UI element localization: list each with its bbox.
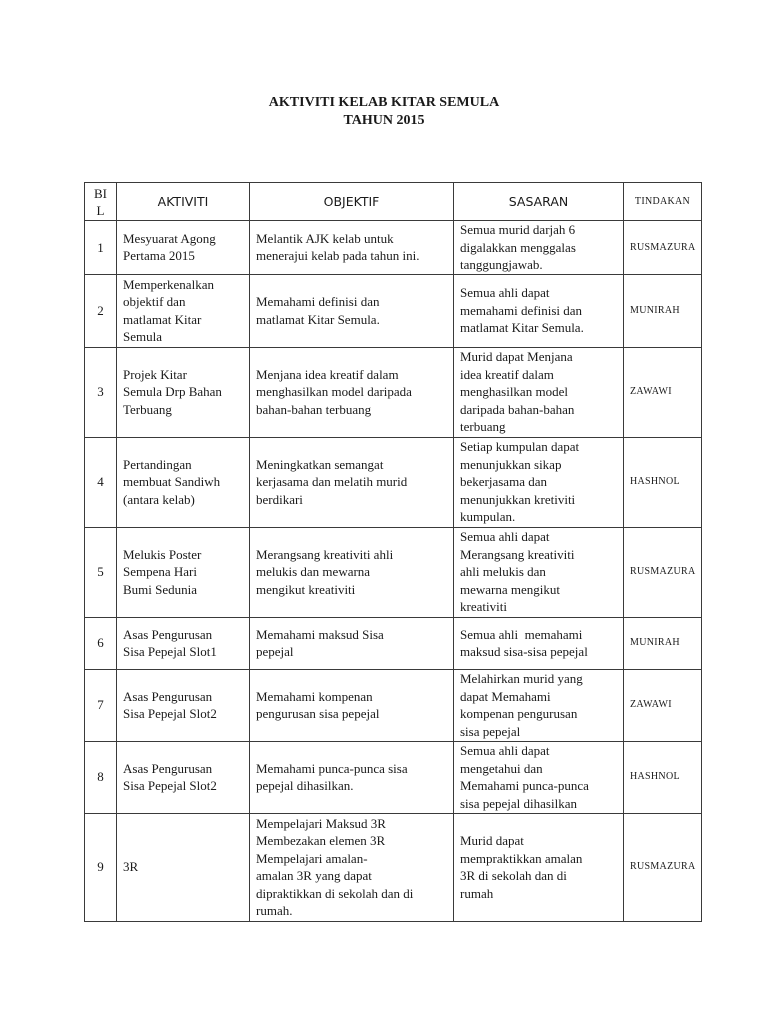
table-row	[85, 813, 702, 921]
cell-tindakan: HASHNOL	[624, 741, 702, 813]
cell-aktiviti: Pertandingan membuat Sandiwh (antara kelab)	[117, 437, 250, 527]
header-bil: BI L	[85, 183, 117, 221]
cell-tindakan: HASHNOL	[624, 437, 702, 527]
cell-bil: 3	[85, 347, 117, 437]
cell-aktiviti: Asas Pengurusan Sisa Pepejal Slot2	[117, 741, 250, 813]
cell-sasaran: Semua ahli memahami maksud sisa-sisa pepejal	[454, 617, 624, 669]
table-row	[85, 669, 702, 741]
cell-sasaran: Semua ahli dapat Merangsang kreativiti ahli melukis dan mewarna mengikut kreativiti	[454, 527, 624, 617]
document-title	[0, 94, 768, 130]
cell-bil: 7	[85, 669, 117, 741]
cell-sasaran: Setiap kumpulan dapat menunjukkan sikap bekerjasama dan menunjukkan kretiviti kumpulan.	[454, 437, 624, 527]
cell-tindakan: RUSMAZURA	[624, 527, 702, 617]
cell-sasaran: Murid dapat mempraktikkan amalan 3R di sekolah dan di rumah	[454, 813, 624, 921]
cell-bil: 9	[85, 813, 117, 921]
cell-aktiviti: Melukis Poster Sempena Hari Bumi Sedunia	[117, 527, 250, 617]
cell-sasaran: Murid dapat Menjana idea kreatif dalam menghasilkan model daripada bahan-bahan terbuang	[454, 347, 624, 437]
header-tindakan: TINDAKAN	[624, 183, 702, 221]
cell-tindakan: RUSMAZURA	[624, 813, 702, 921]
cell-objektif: Melantik AJK kelab untuk menerajui kelab pada tahun ini.	[250, 221, 454, 275]
header-objektif: OBJEKTIF	[250, 183, 454, 221]
cell-objektif: Mempelajari Maksud 3R Membezakan elemen 3R Mempelajari amalan- amalan 3R yang dapat dipraktikkan di sekolah dan di rumah.	[250, 813, 454, 921]
cell-aktiviti: 3R	[117, 813, 250, 921]
cell-aktiviti: Asas Pengurusan Sisa Pepejal Slot2	[117, 669, 250, 741]
cell-tindakan: MUNIRAH	[624, 617, 702, 669]
cell-sasaran: Semua ahli dapat mengetahui dan Memahami punca-punca sisa pepejal dihasilkan	[454, 741, 624, 813]
cell-objektif: Menjana idea kreatif dalam menghasilkan model daripada bahan-bahan terbuang	[250, 347, 454, 437]
title-line-2: TAHUN 2015	[343, 113, 425, 128]
cell-tindakan: ZAWAWI	[624, 347, 702, 437]
cell-bil: 2	[85, 274, 117, 347]
cell-bil: 4	[85, 437, 117, 527]
table-row	[85, 617, 702, 669]
cell-objektif: Memahami punca-punca sisa pepejal dihasilkan.	[250, 741, 454, 813]
table-row	[85, 437, 702, 527]
cell-bil: 6	[85, 617, 117, 669]
cell-bil: 8	[85, 741, 117, 813]
cell-tindakan: RUSMAZURA	[624, 221, 702, 275]
cell-tindakan: ZAWAWI	[624, 669, 702, 741]
cell-objektif: Memahami maksud Sisa pepejal	[250, 617, 454, 669]
table-row	[85, 221, 702, 275]
cell-aktiviti: Asas Pengurusan Sisa Pepejal Slot1	[117, 617, 250, 669]
cell-aktiviti: Memperkenalkan objektif dan matlamat Kitar Semula	[117, 274, 250, 347]
cell-objektif: Memahami definisi dan matlamat Kitar Semula.	[250, 274, 454, 347]
cell-bil: 1	[85, 221, 117, 275]
activities-table	[84, 182, 702, 922]
cell-objektif: Memahami kompenan pengurusan sisa pepejal	[250, 669, 454, 741]
header-sasaran: SASARAN	[454, 183, 624, 221]
cell-bil: 5	[85, 527, 117, 617]
table-row	[85, 274, 702, 347]
cell-aktiviti: Projek Kitar Semula Drp Bahan Terbuang	[117, 347, 250, 437]
cell-sasaran: Melahirkan murid yang dapat Memahami kompenan pengurusan sisa pepejal	[454, 669, 624, 741]
header-aktiviti: AKTIVITI	[117, 183, 250, 221]
header-row	[85, 183, 702, 221]
table-row	[85, 347, 702, 437]
title-line-1: AKTIVITI KELAB KITAR SEMULA	[268, 95, 500, 110]
cell-sasaran: Semua murid darjah 6 digalakkan menggalas tanggungjawab.	[454, 221, 624, 275]
table-row	[85, 527, 702, 617]
cell-sasaran: Semua ahli dapat memahami definisi dan matlamat Kitar Semula.	[454, 274, 624, 347]
table-row	[85, 741, 702, 813]
cell-tindakan: MUNIRAH	[624, 274, 702, 347]
cell-objektif: Merangsang kreativiti ahli melukis dan mewarna mengikut kreativiti	[250, 527, 454, 617]
cell-aktiviti: Mesyuarat Agong Pertama 2015	[117, 221, 250, 275]
cell-objektif: Meningkatkan semangat kerjasama dan melatih murid berdikari	[250, 437, 454, 527]
